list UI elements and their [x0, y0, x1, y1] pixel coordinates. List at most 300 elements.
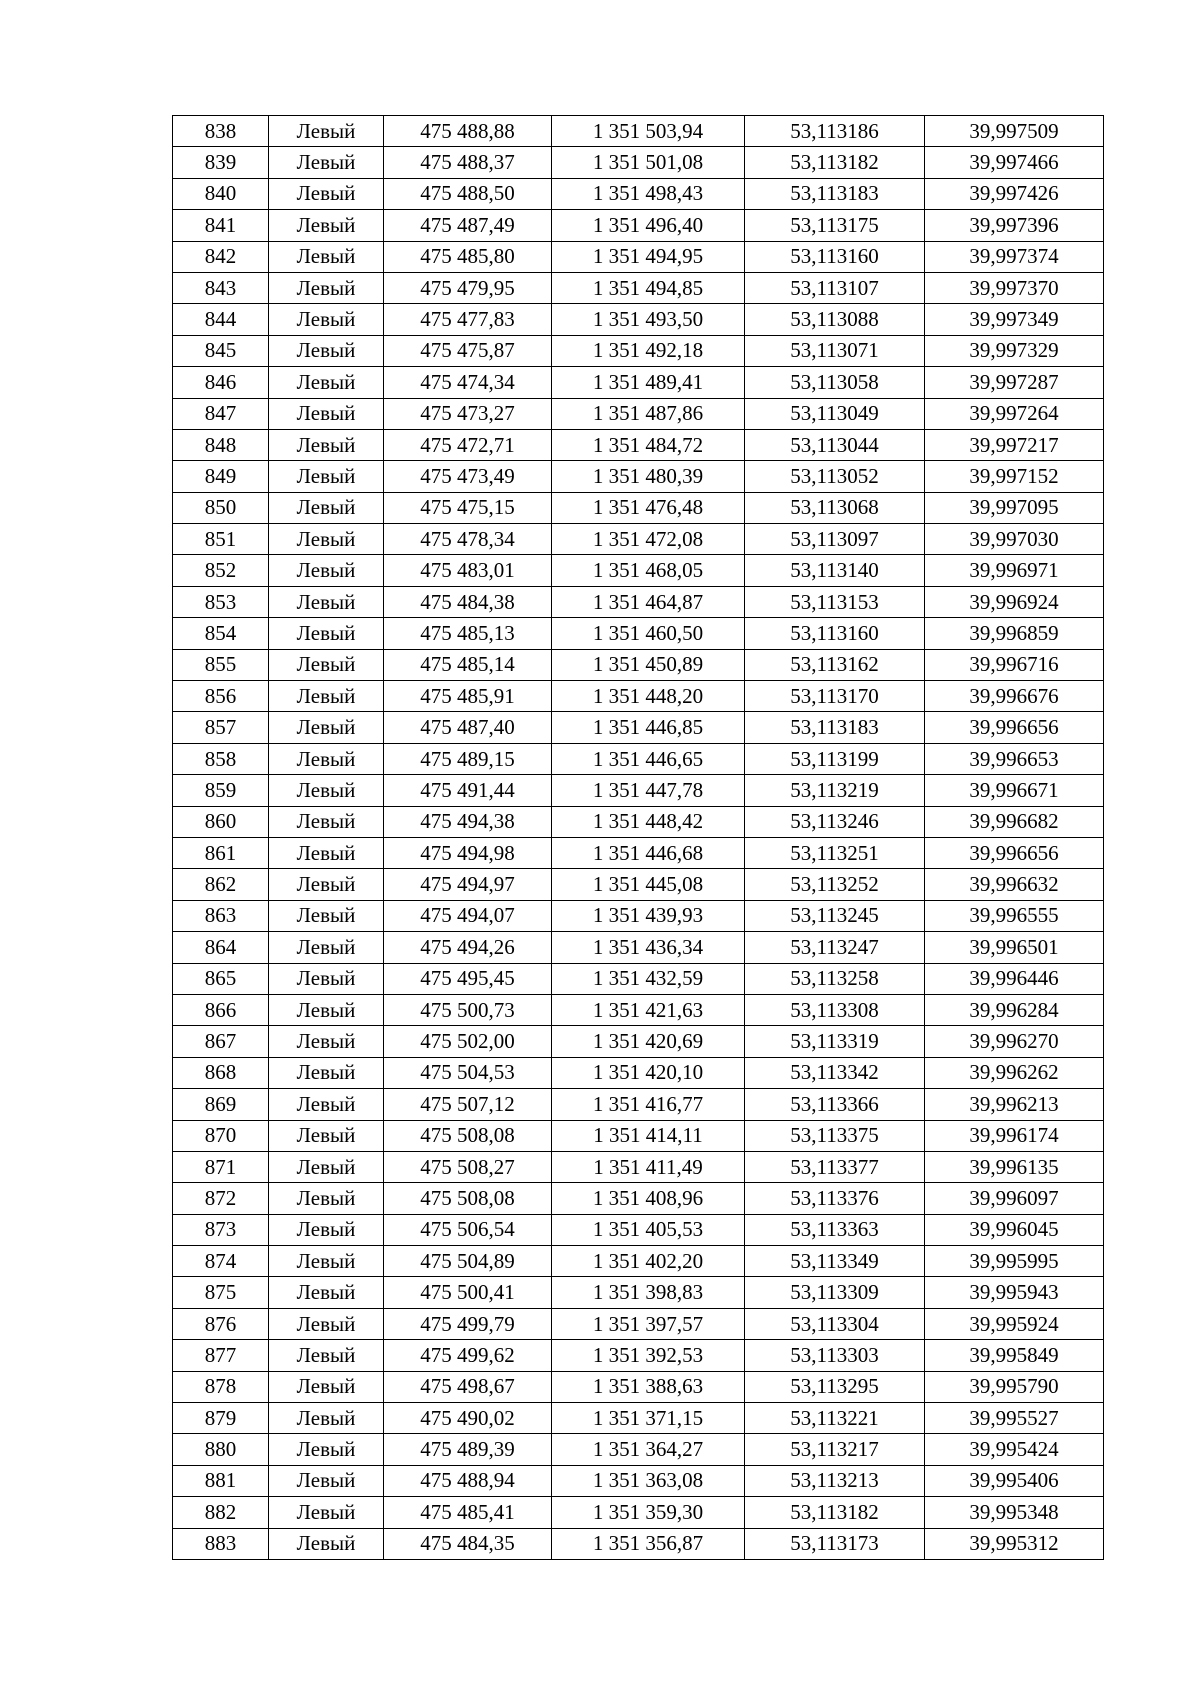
point-number-cell: 847: [173, 398, 269, 429]
y-coordinate-cell: 1 351 408,96: [552, 1183, 745, 1214]
table-row: [173, 116, 1104, 147]
x-coordinate-cell: 475 484,35: [384, 1528, 552, 1559]
point-number-cell: 870: [173, 1120, 269, 1151]
table-row: [173, 1120, 1104, 1151]
longitude-cell: 39,997370: [925, 272, 1104, 303]
longitude-cell: 39,996716: [925, 649, 1104, 680]
y-coordinate-cell: 1 351 411,49: [552, 1151, 745, 1182]
point-number-cell: 852: [173, 555, 269, 586]
table-row: [173, 461, 1104, 492]
longitude-cell: 39,996656: [925, 712, 1104, 743]
point-number-cell: 878: [173, 1371, 269, 1402]
point-number-cell: 871: [173, 1151, 269, 1182]
point-number-cell: 862: [173, 869, 269, 900]
latitude-cell: 53,113377: [745, 1151, 925, 1182]
side-cell: Левый: [269, 178, 384, 209]
y-coordinate-cell: 1 351 494,85: [552, 272, 745, 303]
x-coordinate-cell: 475 499,62: [384, 1340, 552, 1371]
y-coordinate-cell: 1 351 496,40: [552, 210, 745, 241]
latitude-cell: 53,113221: [745, 1403, 925, 1434]
point-number-cell: 851: [173, 524, 269, 555]
side-cell: Левый: [269, 1214, 384, 1245]
latitude-cell: 53,113183: [745, 178, 925, 209]
longitude-cell: 39,996653: [925, 743, 1104, 774]
latitude-cell: 53,113071: [745, 335, 925, 366]
table-row: [173, 1465, 1104, 1496]
point-number-cell: 869: [173, 1089, 269, 1120]
longitude-cell: 39,995348: [925, 1497, 1104, 1528]
point-number-cell: 876: [173, 1308, 269, 1339]
latitude-cell: 53,113186: [745, 116, 925, 147]
longitude-cell: 39,996501: [925, 932, 1104, 963]
point-number-cell: 866: [173, 994, 269, 1025]
side-cell: Левый: [269, 743, 384, 774]
y-coordinate-cell: 1 351 436,34: [552, 932, 745, 963]
table-row: [173, 1183, 1104, 1214]
x-coordinate-cell: 475 474,34: [384, 367, 552, 398]
point-number-cell: 875: [173, 1277, 269, 1308]
longitude-cell: 39,996632: [925, 869, 1104, 900]
longitude-cell: 39,996971: [925, 555, 1104, 586]
x-coordinate-cell: 475 504,89: [384, 1246, 552, 1277]
side-cell: Левый: [269, 1434, 384, 1465]
table-row: [173, 555, 1104, 586]
table-row: [173, 963, 1104, 994]
latitude-cell: 53,113049: [745, 398, 925, 429]
y-coordinate-cell: 1 351 445,08: [552, 869, 745, 900]
longitude-cell: 39,996174: [925, 1120, 1104, 1151]
latitude-cell: 53,113363: [745, 1214, 925, 1245]
side-cell: Левый: [269, 398, 384, 429]
side-cell: Левый: [269, 1120, 384, 1151]
latitude-cell: 53,113349: [745, 1246, 925, 1277]
side-cell: Левый: [269, 900, 384, 931]
side-cell: Левый: [269, 775, 384, 806]
x-coordinate-cell: 475 504,53: [384, 1057, 552, 1088]
table-row: [173, 869, 1104, 900]
side-cell: Левый: [269, 1340, 384, 1371]
y-coordinate-cell: 1 351 363,08: [552, 1465, 745, 1496]
x-coordinate-cell: 475 475,87: [384, 335, 552, 366]
side-cell: Левый: [269, 649, 384, 680]
x-coordinate-cell: 475 498,67: [384, 1371, 552, 1402]
side-cell: Левый: [269, 932, 384, 963]
longitude-cell: 39,997509: [925, 116, 1104, 147]
side-cell: Левый: [269, 241, 384, 272]
y-coordinate-cell: 1 351 388,63: [552, 1371, 745, 1402]
latitude-cell: 53,113376: [745, 1183, 925, 1214]
longitude-cell: 39,997287: [925, 367, 1104, 398]
x-coordinate-cell: 475 491,44: [384, 775, 552, 806]
x-coordinate-cell: 475 473,27: [384, 398, 552, 429]
y-coordinate-cell: 1 351 501,08: [552, 147, 745, 178]
latitude-cell: 53,113183: [745, 712, 925, 743]
y-coordinate-cell: 1 351 448,42: [552, 806, 745, 837]
x-coordinate-cell: 475 484,38: [384, 586, 552, 617]
longitude-cell: 39,996676: [925, 681, 1104, 712]
y-coordinate-cell: 1 351 503,94: [552, 116, 745, 147]
side-cell: Левый: [269, 335, 384, 366]
latitude-cell: 53,113213: [745, 1465, 925, 1496]
table-row: [173, 1026, 1104, 1057]
latitude-cell: 53,113258: [745, 963, 925, 994]
side-cell: Левый: [269, 272, 384, 303]
y-coordinate-cell: 1 351 498,43: [552, 178, 745, 209]
point-number-cell: 839: [173, 147, 269, 178]
table-row: [173, 994, 1104, 1025]
table-row: [173, 304, 1104, 335]
y-coordinate-cell: 1 351 405,53: [552, 1214, 745, 1245]
side-cell: Левый: [269, 1277, 384, 1308]
longitude-cell: 39,997095: [925, 492, 1104, 523]
side-cell: Левый: [269, 1371, 384, 1402]
latitude-cell: 53,113295: [745, 1371, 925, 1402]
x-coordinate-cell: 475 494,07: [384, 900, 552, 931]
latitude-cell: 53,113173: [745, 1528, 925, 1559]
latitude-cell: 53,113107: [745, 272, 925, 303]
longitude-cell: 39,995924: [925, 1308, 1104, 1339]
longitude-cell: 39,996924: [925, 586, 1104, 617]
side-cell: Левый: [269, 429, 384, 460]
point-number-cell: 865: [173, 963, 269, 994]
longitude-cell: 39,997396: [925, 210, 1104, 241]
table-row: [173, 1277, 1104, 1308]
x-coordinate-cell: 475 508,08: [384, 1183, 552, 1214]
side-cell: Левый: [269, 681, 384, 712]
longitude-cell: 39,997152: [925, 461, 1104, 492]
point-number-cell: 860: [173, 806, 269, 837]
point-number-cell: 844: [173, 304, 269, 335]
longitude-cell: 39,995790: [925, 1371, 1104, 1402]
x-coordinate-cell: 475 502,00: [384, 1026, 552, 1057]
x-coordinate-cell: 475 488,88: [384, 116, 552, 147]
y-coordinate-cell: 1 351 421,63: [552, 994, 745, 1025]
point-number-cell: 842: [173, 241, 269, 272]
y-coordinate-cell: 1 351 371,15: [552, 1403, 745, 1434]
side-cell: Левый: [269, 1465, 384, 1496]
table-row: [173, 806, 1104, 837]
side-cell: Левый: [269, 1308, 384, 1339]
point-number-cell: 858: [173, 743, 269, 774]
table-row: [173, 712, 1104, 743]
table-row: [173, 147, 1104, 178]
longitude-cell: 39,997426: [925, 178, 1104, 209]
x-coordinate-cell: 475 478,34: [384, 524, 552, 555]
point-number-cell: 846: [173, 367, 269, 398]
x-coordinate-cell: 475 489,15: [384, 743, 552, 774]
table-row: [173, 492, 1104, 523]
latitude-cell: 53,113058: [745, 367, 925, 398]
table-row: [173, 1057, 1104, 1088]
side-cell: Левый: [269, 210, 384, 241]
x-coordinate-cell: 475 508,27: [384, 1151, 552, 1182]
table-row: [173, 932, 1104, 963]
longitude-cell: 39,995406: [925, 1465, 1104, 1496]
side-cell: Левый: [269, 1151, 384, 1182]
table-row: [173, 618, 1104, 649]
point-number-cell: 857: [173, 712, 269, 743]
y-coordinate-cell: 1 351 439,93: [552, 900, 745, 931]
y-coordinate-cell: 1 351 414,11: [552, 1120, 745, 1151]
side-cell: Левый: [269, 1057, 384, 1088]
y-coordinate-cell: 1 351 447,78: [552, 775, 745, 806]
table-row: [173, 1403, 1104, 1434]
point-number-cell: 872: [173, 1183, 269, 1214]
side-cell: Левый: [269, 618, 384, 649]
x-coordinate-cell: 475 500,73: [384, 994, 552, 1025]
side-cell: Левый: [269, 1528, 384, 1559]
longitude-cell: 39,996270: [925, 1026, 1104, 1057]
table-row: [173, 241, 1104, 272]
side-cell: Левый: [269, 586, 384, 617]
table-row: [173, 210, 1104, 241]
side-cell: Левый: [269, 555, 384, 586]
longitude-cell: 39,995849: [925, 1340, 1104, 1371]
table-row: [173, 1089, 1104, 1120]
latitude-cell: 53,113219: [745, 775, 925, 806]
table-row: [173, 429, 1104, 460]
x-coordinate-cell: 475 500,41: [384, 1277, 552, 1308]
side-cell: Левый: [269, 1497, 384, 1528]
side-cell: Левый: [269, 1403, 384, 1434]
y-coordinate-cell: 1 351 489,41: [552, 367, 745, 398]
point-number-cell: 879: [173, 1403, 269, 1434]
y-coordinate-cell: 1 351 476,48: [552, 492, 745, 523]
table-row: [173, 272, 1104, 303]
side-cell: Левый: [269, 147, 384, 178]
table-row: [173, 1308, 1104, 1339]
y-coordinate-cell: 1 351 468,05: [552, 555, 745, 586]
latitude-cell: 53,113303: [745, 1340, 925, 1371]
longitude-cell: 39,997374: [925, 241, 1104, 272]
side-cell: Левый: [269, 994, 384, 1025]
side-cell: Левый: [269, 963, 384, 994]
x-coordinate-cell: 475 487,40: [384, 712, 552, 743]
longitude-cell: 39,997030: [925, 524, 1104, 555]
point-number-cell: 864: [173, 932, 269, 963]
side-cell: Левый: [269, 806, 384, 837]
table-row: [173, 1371, 1104, 1402]
side-cell: Левый: [269, 116, 384, 147]
side-cell: Левый: [269, 304, 384, 335]
y-coordinate-cell: 1 351 487,86: [552, 398, 745, 429]
table-row: [173, 1340, 1104, 1371]
point-number-cell: 856: [173, 681, 269, 712]
side-cell: Левый: [269, 869, 384, 900]
coordinates-table: [172, 115, 1104, 1560]
x-coordinate-cell: 475 488,50: [384, 178, 552, 209]
y-coordinate-cell: 1 351 397,57: [552, 1308, 745, 1339]
y-coordinate-cell: 1 351 446,85: [552, 712, 745, 743]
longitude-cell: 39,996555: [925, 900, 1104, 931]
point-number-cell: 845: [173, 335, 269, 366]
table-row: [173, 1214, 1104, 1245]
y-coordinate-cell: 1 351 484,72: [552, 429, 745, 460]
latitude-cell: 53,113052: [745, 461, 925, 492]
table-row: [173, 1246, 1104, 1277]
latitude-cell: 53,113252: [745, 869, 925, 900]
coordinates-table-body: [173, 116, 1104, 1560]
y-coordinate-cell: 1 351 364,27: [552, 1434, 745, 1465]
longitude-cell: 39,996859: [925, 618, 1104, 649]
side-cell: Левый: [269, 837, 384, 868]
x-coordinate-cell: 475 477,83: [384, 304, 552, 335]
point-number-cell: 849: [173, 461, 269, 492]
point-number-cell: 848: [173, 429, 269, 460]
x-coordinate-cell: 475 483,01: [384, 555, 552, 586]
y-coordinate-cell: 1 351 356,87: [552, 1528, 745, 1559]
latitude-cell: 53,113245: [745, 900, 925, 931]
side-cell: Левый: [269, 367, 384, 398]
table-row: [173, 743, 1104, 774]
point-number-cell: 868: [173, 1057, 269, 1088]
latitude-cell: 53,113097: [745, 524, 925, 555]
y-coordinate-cell: 1 351 464,87: [552, 586, 745, 617]
point-number-cell: 843: [173, 272, 269, 303]
y-coordinate-cell: 1 351 416,77: [552, 1089, 745, 1120]
side-cell: Левый: [269, 461, 384, 492]
longitude-cell: 39,996135: [925, 1151, 1104, 1182]
longitude-cell: 39,996682: [925, 806, 1104, 837]
y-coordinate-cell: 1 351 420,10: [552, 1057, 745, 1088]
x-coordinate-cell: 475 495,45: [384, 963, 552, 994]
latitude-cell: 53,113308: [745, 994, 925, 1025]
latitude-cell: 53,113199: [745, 743, 925, 774]
latitude-cell: 53,113153: [745, 586, 925, 617]
latitude-cell: 53,113304: [745, 1308, 925, 1339]
point-number-cell: 880: [173, 1434, 269, 1465]
table-row: [173, 1528, 1104, 1559]
point-number-cell: 861: [173, 837, 269, 868]
side-cell: Левый: [269, 1246, 384, 1277]
table-row: [173, 1497, 1104, 1528]
x-coordinate-cell: 475 485,13: [384, 618, 552, 649]
table-row: [173, 367, 1104, 398]
side-cell: Левый: [269, 712, 384, 743]
latitude-cell: 53,113217: [745, 1434, 925, 1465]
longitude-cell: 39,996656: [925, 837, 1104, 868]
latitude-cell: 53,113247: [745, 932, 925, 963]
latitude-cell: 53,113160: [745, 241, 925, 272]
table-row: [173, 586, 1104, 617]
x-coordinate-cell: 475 507,12: [384, 1089, 552, 1120]
point-number-cell: 877: [173, 1340, 269, 1371]
side-cell: Левый: [269, 1089, 384, 1120]
latitude-cell: 53,113068: [745, 492, 925, 523]
table-row: [173, 335, 1104, 366]
x-coordinate-cell: 475 494,26: [384, 932, 552, 963]
point-number-cell: 873: [173, 1214, 269, 1245]
longitude-cell: 39,995943: [925, 1277, 1104, 1308]
point-number-cell: 867: [173, 1026, 269, 1057]
longitude-cell: 39,995312: [925, 1528, 1104, 1559]
x-coordinate-cell: 475 499,79: [384, 1308, 552, 1339]
y-coordinate-cell: 1 351 493,50: [552, 304, 745, 335]
x-coordinate-cell: 475 490,02: [384, 1403, 552, 1434]
table-row: [173, 837, 1104, 868]
latitude-cell: 53,113342: [745, 1057, 925, 1088]
side-cell: Левый: [269, 492, 384, 523]
point-number-cell: 853: [173, 586, 269, 617]
point-number-cell: 855: [173, 649, 269, 680]
table-row: [173, 681, 1104, 712]
longitude-cell: 39,996284: [925, 994, 1104, 1025]
latitude-cell: 53,113175: [745, 210, 925, 241]
latitude-cell: 53,113088: [745, 304, 925, 335]
y-coordinate-cell: 1 351 472,08: [552, 524, 745, 555]
table-row: [173, 524, 1104, 555]
point-number-cell: 859: [173, 775, 269, 806]
table-row: [173, 900, 1104, 931]
point-number-cell: 838: [173, 116, 269, 147]
latitude-cell: 53,113251: [745, 837, 925, 868]
table-row: [173, 398, 1104, 429]
longitude-cell: 39,997329: [925, 335, 1104, 366]
point-number-cell: 841: [173, 210, 269, 241]
longitude-cell: 39,997349: [925, 304, 1104, 335]
latitude-cell: 53,113160: [745, 618, 925, 649]
x-coordinate-cell: 475 489,39: [384, 1434, 552, 1465]
x-coordinate-cell: 475 473,49: [384, 461, 552, 492]
longitude-cell: 39,996097: [925, 1183, 1104, 1214]
longitude-cell: 39,996045: [925, 1214, 1104, 1245]
longitude-cell: 39,997466: [925, 147, 1104, 178]
point-number-cell: 863: [173, 900, 269, 931]
point-number-cell: 854: [173, 618, 269, 649]
side-cell: Левый: [269, 524, 384, 555]
x-coordinate-cell: 475 487,49: [384, 210, 552, 241]
latitude-cell: 53,113140: [745, 555, 925, 586]
longitude-cell: 39,997217: [925, 429, 1104, 460]
latitude-cell: 53,113044: [745, 429, 925, 460]
longitude-cell: 39,996446: [925, 963, 1104, 994]
x-coordinate-cell: 475 485,14: [384, 649, 552, 680]
y-coordinate-cell: 1 351 398,83: [552, 1277, 745, 1308]
table-row: [173, 1434, 1104, 1465]
y-coordinate-cell: 1 351 420,69: [552, 1026, 745, 1057]
table-row: [173, 775, 1104, 806]
point-number-cell: 840: [173, 178, 269, 209]
latitude-cell: 53,113366: [745, 1089, 925, 1120]
point-number-cell: 882: [173, 1497, 269, 1528]
longitude-cell: 39,996262: [925, 1057, 1104, 1088]
y-coordinate-cell: 1 351 402,20: [552, 1246, 745, 1277]
point-number-cell: 883: [173, 1528, 269, 1559]
y-coordinate-cell: 1 351 450,89: [552, 649, 745, 680]
table-row: [173, 178, 1104, 209]
table-row: [173, 649, 1104, 680]
x-coordinate-cell: 475 472,71: [384, 429, 552, 460]
x-coordinate-cell: 475 488,37: [384, 147, 552, 178]
latitude-cell: 53,113375: [745, 1120, 925, 1151]
latitude-cell: 53,113246: [745, 806, 925, 837]
longitude-cell: 39,996213: [925, 1089, 1104, 1120]
longitude-cell: 39,997264: [925, 398, 1104, 429]
x-coordinate-cell: 475 494,98: [384, 837, 552, 868]
y-coordinate-cell: 1 351 392,53: [552, 1340, 745, 1371]
x-coordinate-cell: 475 479,95: [384, 272, 552, 303]
side-cell: Левый: [269, 1026, 384, 1057]
y-coordinate-cell: 1 351 446,68: [552, 837, 745, 868]
longitude-cell: 39,995527: [925, 1403, 1104, 1434]
latitude-cell: 53,113319: [745, 1026, 925, 1057]
latitude-cell: 53,113182: [745, 147, 925, 178]
longitude-cell: 39,995424: [925, 1434, 1104, 1465]
y-coordinate-cell: 1 351 494,95: [552, 241, 745, 272]
longitude-cell: 39,995995: [925, 1246, 1104, 1277]
latitude-cell: 53,113182: [745, 1497, 925, 1528]
y-coordinate-cell: 1 351 460,50: [552, 618, 745, 649]
